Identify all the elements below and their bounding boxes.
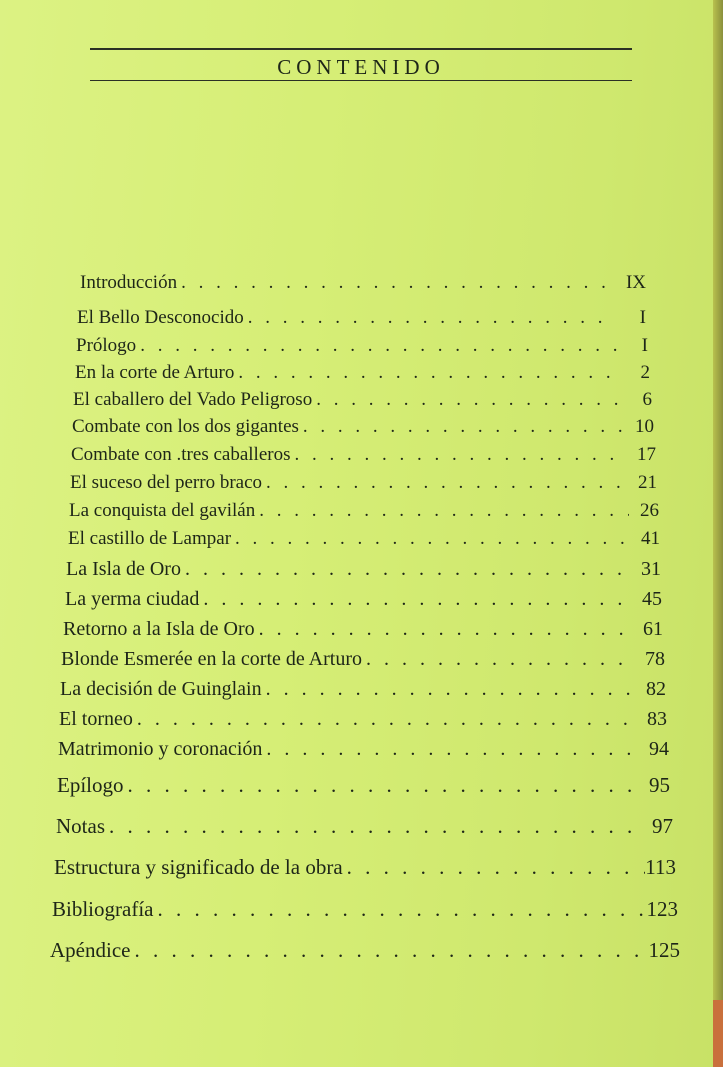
toc-entry [72,414,654,439]
toc-leader-dots [290,442,626,467]
toc-entry-title: El torneo [59,708,133,730]
toc-leader-dots [181,556,631,582]
toc-leader-dots [133,706,637,732]
toc-entry [77,305,646,330]
toc-entry-page: I [639,307,646,328]
toc-entry-title: El caballero del Vado Peligroso [73,389,313,410]
toc-leader-dots [255,616,633,642]
toc-entry [76,333,648,358]
toc-entry [58,736,669,762]
toc-entry-page: 10 [635,416,654,437]
toc-entry [70,470,657,495]
toc-leader-dots [124,772,641,799]
toc-entry-page: 21 [638,472,657,493]
toc-entry-page: 97 [652,814,673,838]
page-edge-lower [713,1000,723,1067]
heading-top-rule [90,48,632,50]
toc-entry-page: 17 [637,444,656,465]
toc-entry [68,526,660,551]
toc-entry-page: 113 [645,855,676,879]
toc-entry-page: I [641,335,648,356]
toc-entry [60,676,666,702]
toc-entry-page: IX [625,272,646,293]
toc-entry-title: Notas [56,814,105,838]
page-edge-shadow [713,0,723,1067]
toc-entry-page: 6 [642,389,652,410]
toc-entry-page: 26 [640,500,659,521]
toc-leader-dots [262,470,627,495]
toc-leader-dots [234,360,620,385]
toc-entry [61,646,665,672]
toc-leader-dots [136,333,618,358]
toc-entry-page: 78 [645,648,665,670]
toc-entry-page: 45 [642,588,662,610]
toc-leader-dots [244,305,616,330]
toc-entry-title: Combate con .tres caballeros [71,444,291,465]
toc-entry [57,772,670,799]
toc-entry-title: El castillo de Lampar [68,528,232,549]
toc-entry-title: El suceso del perro braco [70,472,263,493]
toc-leader-dots [262,736,639,762]
toc-leader-dots [299,414,624,439]
toc-entry-title: El Bello Desconocido [77,307,244,328]
toc-entry [71,442,656,467]
toc-entry-page: 95 [649,773,670,797]
page-heading: CONTENIDO [277,55,445,79]
toc-entry-title: Blonde Esmerée en la corte de Arturo [61,648,362,670]
toc-entry-title: La yerma ciudad [65,588,200,610]
toc-entry-page: 2 [640,362,650,383]
toc-entry [56,813,673,840]
toc-entry-title: Introducción [80,272,178,293]
toc-entry-title: Matrimonio y coronación [58,738,263,760]
toc-entry-title: Retorno a la Isla de Oro [63,618,255,640]
heading-bottom-rule [90,80,632,81]
toc-entry [50,937,680,964]
toc-entry-page: 125 [648,938,680,962]
toc-entry-page: 94 [649,738,669,760]
toc-leader-dots [343,854,646,881]
toc-entry-title: Bibliografía [52,897,154,921]
toc-leader-dots [231,526,630,551]
toc-entry [63,616,663,642]
toc-entry-page: 41 [641,528,660,549]
toc-entry [73,387,652,412]
toc-entry [52,896,678,923]
toc-entry-page: 123 [646,897,678,921]
toc-leader-dots [362,646,635,672]
toc-entry-page: 31 [641,558,661,580]
toc-leader-dots [153,896,646,923]
toc-entry-title: Combate con los dos gigantes [72,416,299,437]
toc-entry [54,854,676,881]
toc-entry-title: En la corte de Arturo [75,362,235,383]
toc-leader-dots [312,387,622,412]
toc-entry [65,586,662,612]
toc-entry-title: La conquista del gavilán [69,500,256,521]
toc-leader-dots [130,937,648,964]
toc-leader-dots [255,498,629,523]
toc-entry-title: Prólogo [76,335,137,356]
toc-entry [69,498,659,523]
toc-entry-title: Epílogo [57,773,124,797]
toc-entry-page: 61 [643,618,663,640]
toc-leader-dots [262,676,636,702]
toc-leader-dots [199,586,632,612]
toc-entry-title: Estructura y significado de la obra [54,855,343,879]
toc-entry [80,270,646,295]
toc-entry-title: Apéndice [50,938,131,962]
toc-leader-dots [105,813,643,840]
toc-entry [59,706,667,732]
toc-entry [66,556,661,582]
toc-entry-title: La decisión de Guinglain [60,678,262,700]
toc-entry-page: 83 [647,708,667,730]
toc-entry [75,360,650,385]
toc-entry-page: 82 [646,678,666,700]
toc-leader-dots [177,270,616,295]
toc-entry-title: La Isla de Oro [66,558,181,580]
